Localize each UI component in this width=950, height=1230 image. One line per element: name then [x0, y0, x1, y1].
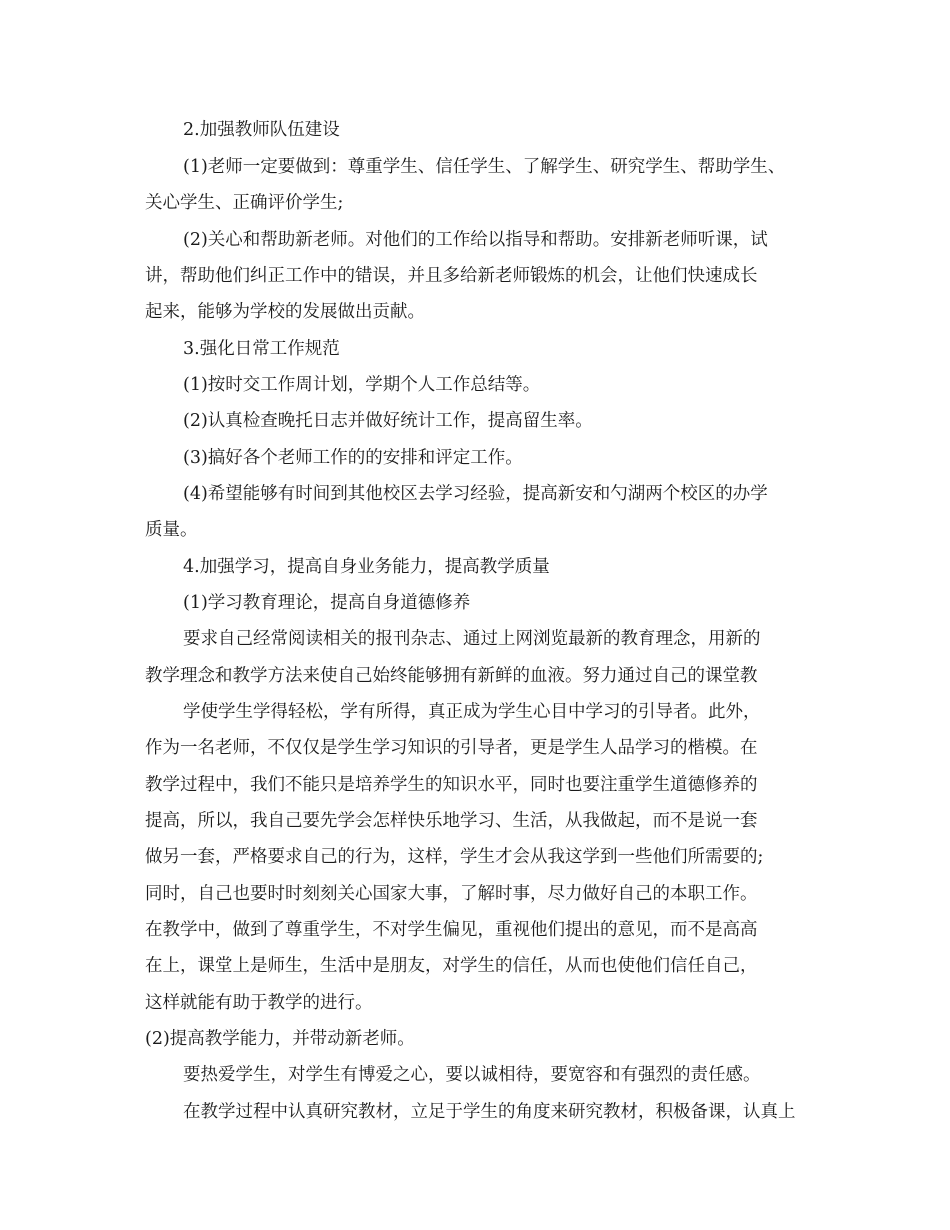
paragraph-line: 在教学过程中认真研究教材，立足于学生的角度来研究教材，积极备课，认真上 [183, 1102, 796, 1122]
paragraph-line: 做另一套，严格要求自己的行为，这样，学生才会从我这学到一些他们所需要的; [145, 847, 764, 867]
section-heading-daily-work: 3.强化日常工作规范 [183, 339, 340, 359]
section-heading-learning: 4.加强学习，提高自身业务能力，提高教学质量 [183, 557, 550, 577]
section-heading-teacher-team: 2.加强教师队伍建设 [183, 120, 340, 140]
paragraph-line: (2)关心和帮助新老师。对他们的工作给以指导和帮助。安排新老师听课，试 [183, 230, 768, 250]
paragraph-line: 要求自己经常阅读相关的报刊杂志、通过上网浏览最新的教育理念，用新的 [183, 629, 761, 649]
paragraph-line: 要热爱学生，对学生有博爱之心，要以诚相待，要宽容和有强烈的责任感。 [183, 1065, 761, 1085]
paragraph-line: 教学过程中，我们不能只是培养学生的知识水平，同时也要注重学生道德修养的 [145, 775, 758, 795]
paragraph-line: (1)按时交工作周计划，学期个人工作总结等。 [183, 375, 541, 395]
paragraph-line: (1)学习教育理论，提高自身道德修养 [183, 593, 471, 613]
paragraph-line: 教学理念和教学方法来使自己始终能够拥有新鲜的血液。努力通过自己的课堂教 [145, 666, 758, 686]
paragraph-line: 关心学生、正确评价学生; [145, 193, 344, 213]
paragraph-line: 在教学中，做到了尊重学生，不对学生偏见，重视他们提出的意见，而不是高高 [145, 920, 758, 940]
paragraph-line: 提高，所以，我自己要先学会怎样快乐地学习、生活，从我做起，而不是说一套 [145, 811, 758, 831]
paragraph-line: 这样就能有助于教学的进行。 [145, 993, 373, 1013]
paragraph-line: 学使学生学得轻松，学有所得，真正成为学生心目中学习的引导者。此外， [183, 702, 761, 722]
paragraph-line: 讲，帮助他们纠正工作中的错误，并且多给新老师锻炼的机会，让他们快速成长 [145, 266, 758, 286]
paragraph-line: (2)提高教学能力，并带动新老师。 [145, 1029, 415, 1049]
paragraph-line: (2)认真检查晚托日志并做好统计工作，提高留生率。 [183, 411, 593, 431]
paragraph-line: 起来，能够为学校的发展做出贡献。 [145, 302, 425, 322]
paragraph-line: 质量。 [145, 520, 198, 540]
paragraph-line: (1)老师一定要做到：尊重学生、信任学生、了解学生、研究学生、帮助学生、 [183, 157, 786, 177]
paragraph-line: 作为一名老师，不仅仅是学生学习知识的引导者，更是学生人品学习的楷模。在 [145, 738, 758, 758]
paragraph-line: 同时，自己也要时时刻刻关心国家大事，了解时事，尽力做好自己的本职工作。 [145, 884, 758, 904]
paragraph-line: 在上，课堂上是师生，生活中是朋友，对学生的信任，从而也使他们信任自己， [145, 956, 758, 976]
paragraph-line: (4)希望能够有时间到其他校区去学习经验，提高新安和勺湖两个校区的办学 [183, 484, 768, 504]
paragraph-line: (3)搞好各个老师工作的的安排和评定工作。 [183, 448, 523, 468]
